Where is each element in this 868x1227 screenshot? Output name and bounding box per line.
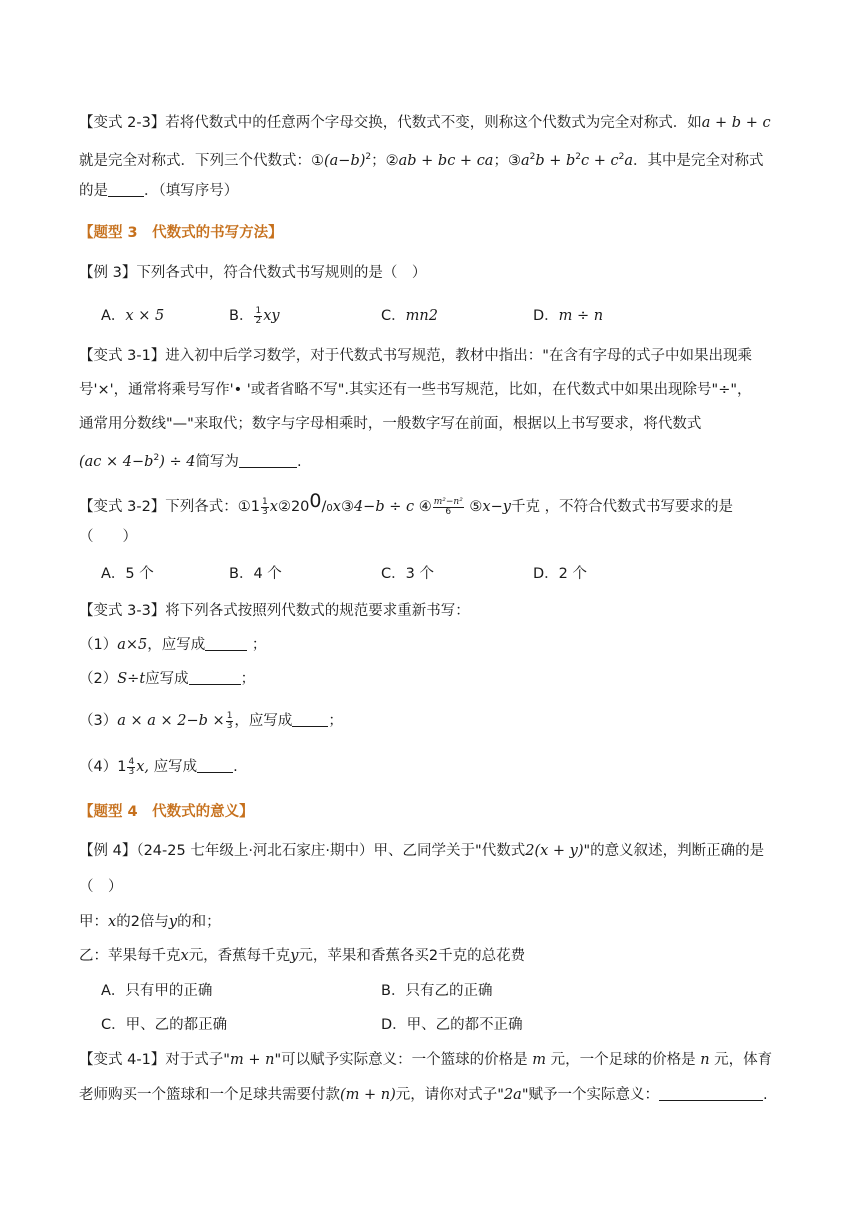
- example-4-line-2: （ ）: [79, 879, 123, 895]
- variant-3-2-line-1: 【变式 3-2】下列各式：①1 $\frac{1}{3}$ x②200/0x③4−b ÷ c ④ $\frac{\text{m²−n²}}{6}$ ⑤x−y千克 ，不符合代数式书写要求的是: [79, 490, 734, 517]
- answer-blank[interactable]: [292, 712, 328, 727]
- example-4-options-row-2: [79, 1014, 799, 1038]
- variant-3-3-stem: 【变式 3-3】将下列各式按照列代数式的规范要求重新书写：: [79, 603, 470, 619]
- option-c[interactable]: C．3 个: [381, 566, 434, 582]
- option-a[interactable]: A．只有甲的正确: [101, 983, 213, 999]
- option-c[interactable]: C．甲、乙的都正确: [101, 1017, 228, 1033]
- answer-blank[interactable]: [659, 1086, 763, 1101]
- example-4-yi: 乙：苹果每千克x元，香蕉每千克y元，苹果和香蕉各买2千克的总花费: [79, 948, 526, 964]
- section-heading-3: 【题型 3 代数式的书写方法】: [79, 225, 283, 241]
- example-4-options-row-1: [79, 980, 799, 1004]
- option-d[interactable]: D．甲、乙的都不正确: [381, 1017, 523, 1033]
- variant-3-3-item-1: （1）a×5，应写成 ；: [79, 637, 267, 653]
- example-4-line-1: 【例 4】（24-25 七年级上·河北石家庄·期中）甲、乙同学关于"代数式2(x + y)"的意义叙述，判断正确的是: [79, 843, 765, 859]
- variant-2-3-line-3: 的是 ．（填写序号）: [79, 183, 239, 199]
- example-3-stem: 【例 3】下列各式中，符合代数式书写规则的是（ ）: [79, 265, 427, 281]
- variant-4-1-line-1: 【变式 4-1】对于式子"m + n"可以赋予实际意义：一个篮球的价格是 m 元，一个足球的价格是 n 元，体育: [79, 1052, 773, 1068]
- option-b[interactable]: B．只有乙的正确: [381, 983, 493, 999]
- variant-2-3-line-1: 【变式 2-3】若将代数式中的任意两个字母交换，代数式不变，则称这个代数式为完全对称式．如a + b + c: [79, 115, 771, 131]
- variant-3-2-line-2: （ ）: [79, 529, 137, 545]
- variant-3-1-line-3: 通常用分数线"—"来取代；数字与字母相乘时，一般数字写在前面，根据以上书写要求，将代数式: [79, 416, 702, 432]
- answer-blank[interactable]: [189, 670, 241, 685]
- variant-3-1-line-1: 【变式 3-1】进入初中后学习数学，对于代数式书写规范，教材中指出："在含有字母的式子中如果出现乘: [79, 348, 752, 364]
- variant-3-2-options: [79, 563, 799, 587]
- option-d[interactable]: D．2 个: [533, 566, 587, 582]
- example-4-jia: 甲：x的2倍与y的和；: [79, 914, 221, 930]
- option-c[interactable]: C．mn2: [381, 308, 438, 324]
- answer-blank[interactable]: [239, 453, 297, 468]
- example-3-options: [79, 305, 799, 329]
- option-a[interactable]: A．5 个: [101, 566, 154, 582]
- variant-3-3-item-4: （4）1 $\frac{4}{3}$ x, 应写成 .: [79, 756, 238, 777]
- answer-blank[interactable]: [197, 758, 233, 773]
- variant-3-1-line-4: $(ac \times 4-b^2) \div 4$简写为 .: [79, 453, 302, 470]
- option-b[interactable]: B． $\frac{1}{2}$ xy: [229, 305, 280, 326]
- option-d[interactable]: D．m ÷ n: [533, 308, 604, 324]
- option-b[interactable]: B．4 个: [229, 566, 282, 582]
- variant-3-1-line-2: 号'×'，通常将乘号写作'• '或者省略不写".其实还有一些书写规范，比如，在代数式中如果出现除号"÷"，: [79, 382, 752, 398]
- section-heading-4: 【题型 4 代数式的意义】: [79, 804, 254, 820]
- variant-2-3-line-2: 就是完全对称式．下列三个代数式：$①(a-b)^2$；②ab + bc + ca；$③a^2b + b^2c + c^2a$．其中是完全对称式: [79, 152, 764, 169]
- answer-blank[interactable]: [108, 182, 144, 197]
- variant-3-3-item-2: （2）S÷t应写成 ；: [79, 671, 256, 687]
- answer-blank[interactable]: [205, 636, 247, 651]
- variant-4-1-line-2: 老师购买一个篮球和一个足球共需要付款(m + n)元，请你对式子"2a"赋予一个实际意义： .: [79, 1087, 768, 1103]
- option-a[interactable]: A．x × 5: [101, 308, 165, 324]
- variant-3-3-item-3: （3）a × a × 2−b × $\frac{1}{3}$ ，应写成 ；: [79, 710, 343, 731]
